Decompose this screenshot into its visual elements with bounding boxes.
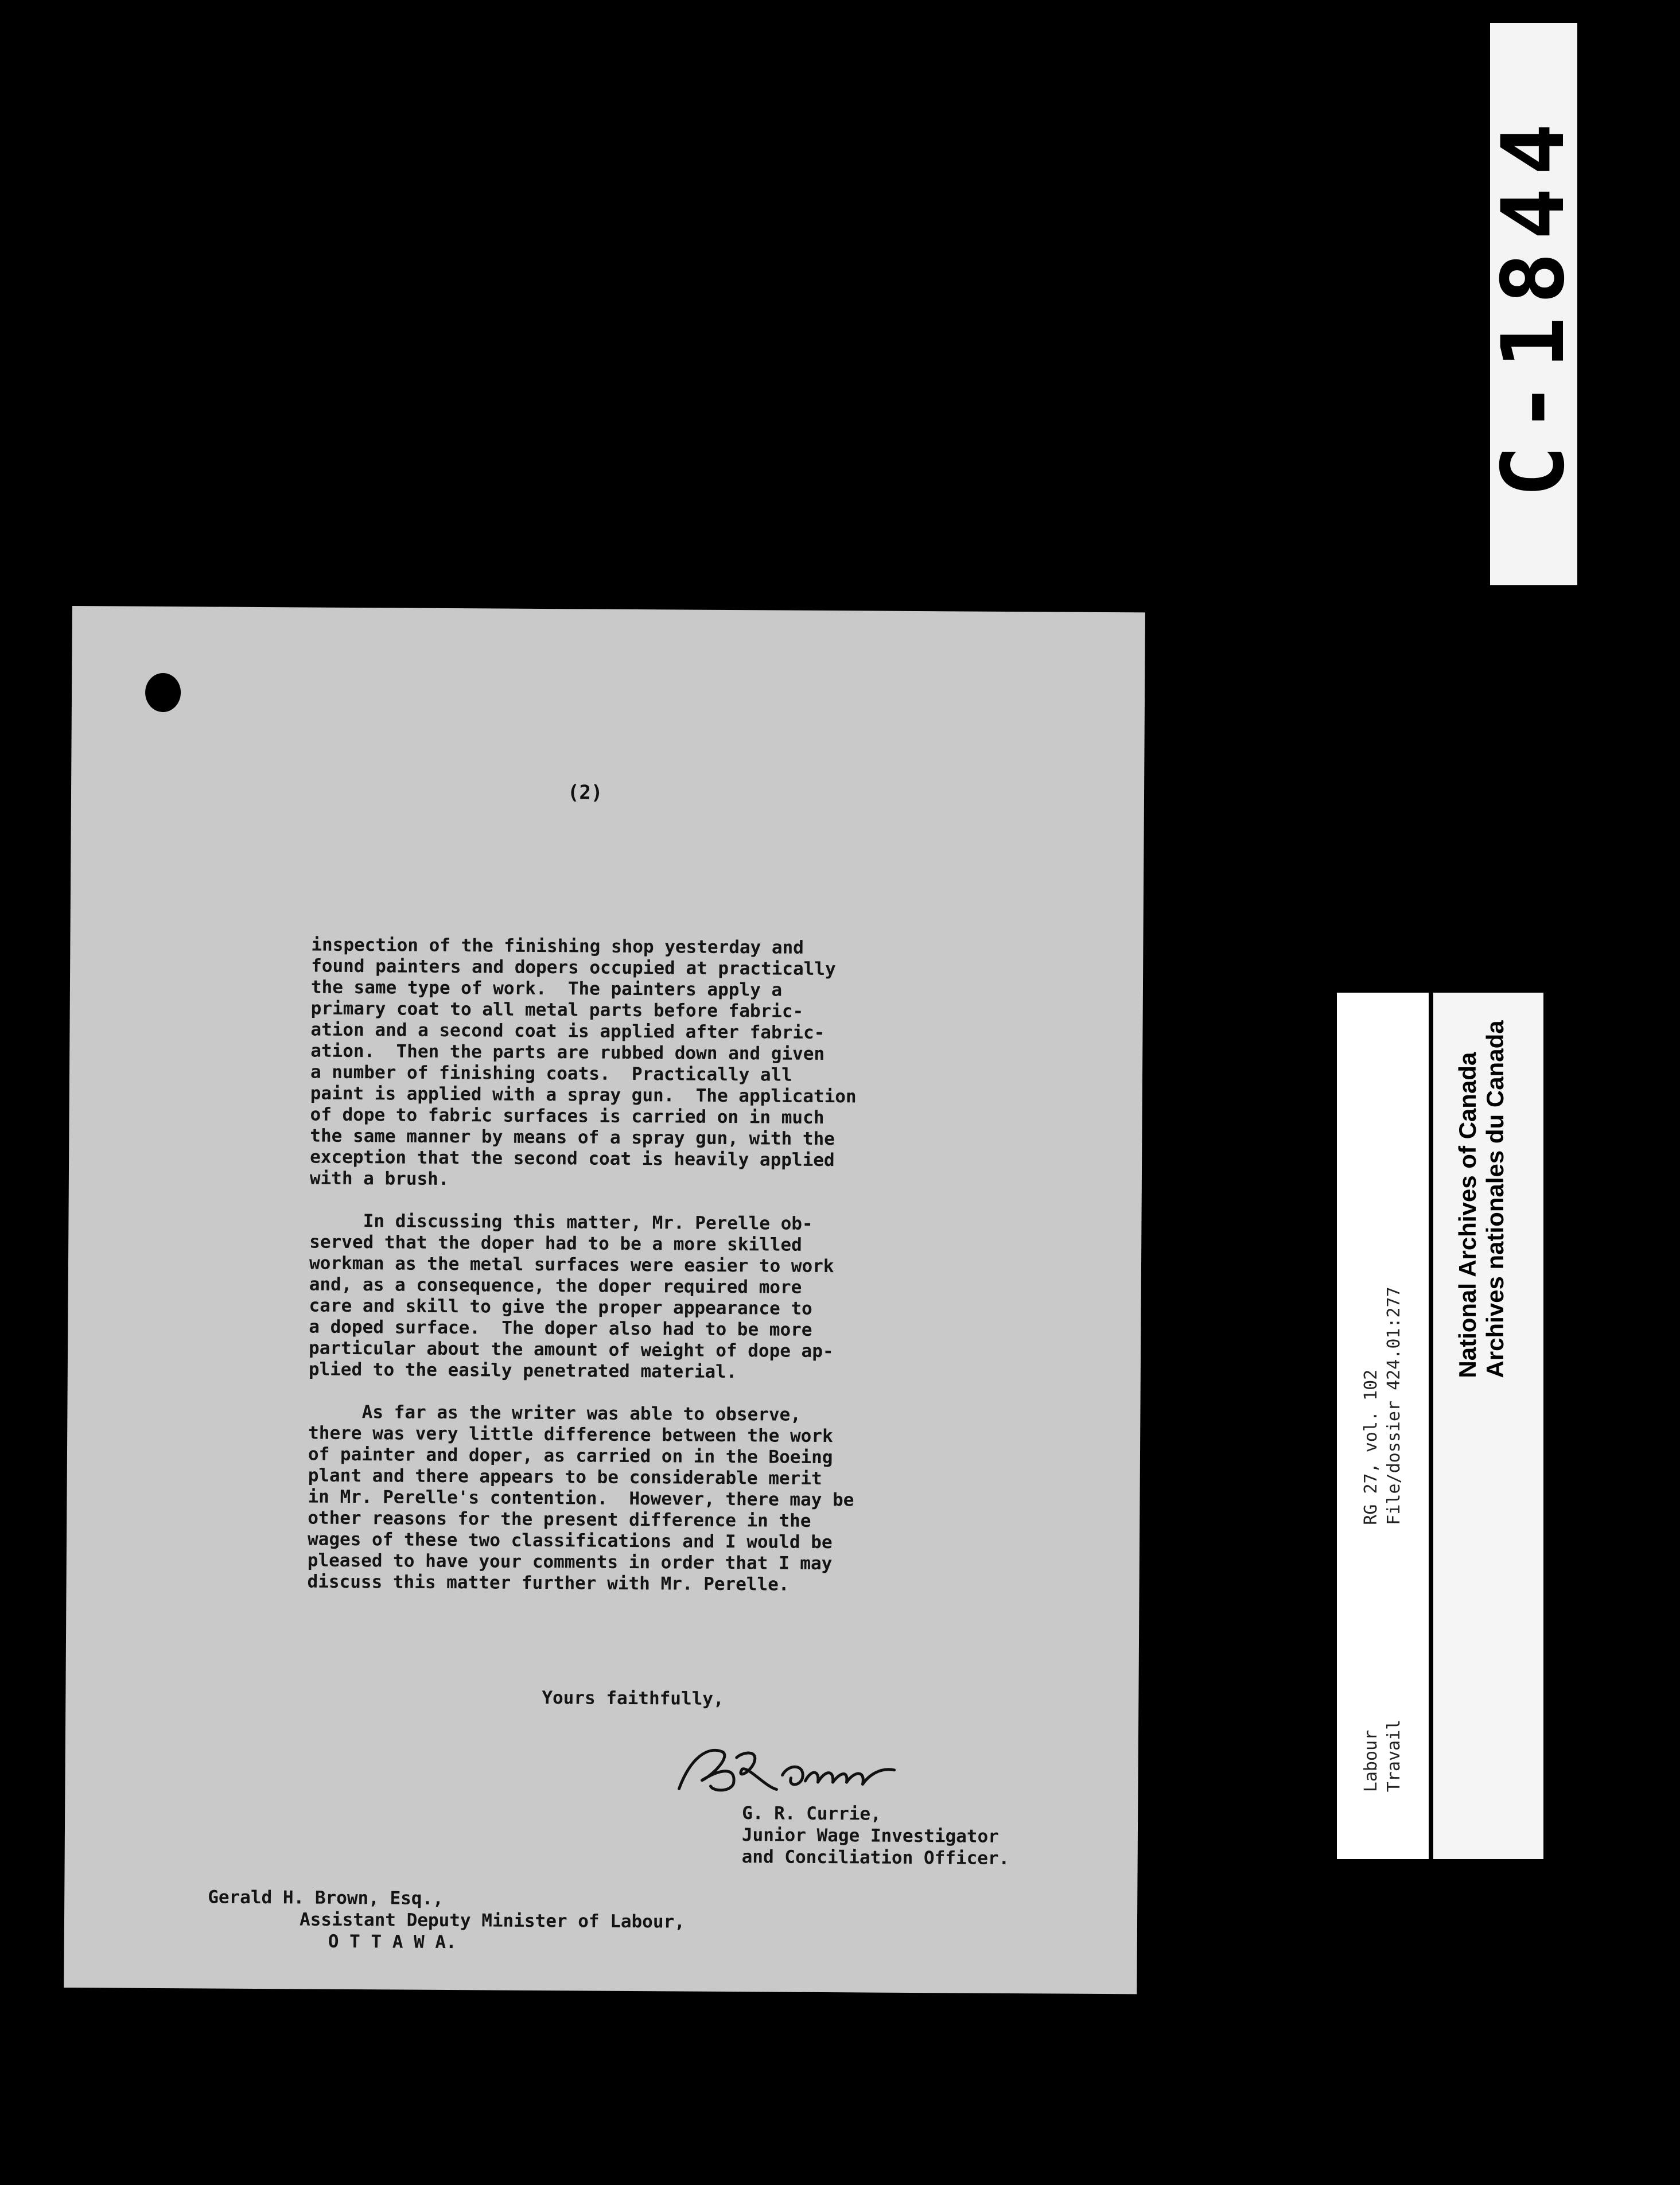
institution-name [1454, 1020, 1509, 1378]
text-line: paint is applied with a spray gun. The application [310, 1083, 857, 1107]
letter-page [64, 606, 1145, 1994]
text-line: other reasons for the present difference in the [308, 1507, 811, 1531]
signatory-title: Junior Wage Investigator [741, 1825, 999, 1847]
text-line: discuss this matter further with Mr. Perelle. [307, 1571, 790, 1595]
text-line: a number of finishing coats. Practically all [310, 1062, 793, 1086]
text-line: the same type of work. The painters apply a [310, 977, 783, 1001]
text-line: plied to the easily penetrated material. [308, 1359, 737, 1383]
text-line: ation. Then the parts are rubbed down and given [310, 1040, 825, 1065]
text-line: plant and there appears to be considerable merit [308, 1465, 822, 1490]
department-en: Labour [1361, 1729, 1381, 1793]
text-line: primary coat to all metal parts before fabric- [310, 998, 804, 1022]
archive-reference [1360, 1286, 1406, 1525]
text-line: particular about the amount of weight of dope ap- [308, 1338, 834, 1362]
addressee-block [208, 1886, 686, 1954]
punch-hole [145, 673, 181, 712]
addressee-city: O T T A W A. [328, 1931, 457, 1953]
text-line: In discussing this matter, Mr. Perelle ob- [309, 1210, 813, 1234]
text-line: care and skill to give the proper appearance to [309, 1295, 812, 1319]
text-line: inspection of the finishing shop yesterday and [311, 934, 804, 958]
text-line: found painters and dopers occupied at practically [311, 955, 836, 980]
page-number: (2) [567, 781, 603, 804]
text-line: there was very little difference between the work [308, 1422, 833, 1447]
text-line: the same manner by means of a spray gun, with the [310, 1125, 835, 1150]
reference-line: File/dossier 424.01:277 [1384, 1286, 1404, 1525]
text-line: pleased to have your comments in order that I may [307, 1550, 833, 1574]
paragraph-2 [309, 1211, 1033, 1385]
text-line: wages of these two classifications and I would be [307, 1529, 833, 1553]
text-line: exception that the second coat is heavily applied [310, 1146, 835, 1171]
text-line: with a brush. [309, 1168, 449, 1190]
reel-number-strip [1484, 23, 1584, 585]
institution-en: National Archives of Canada [1454, 1052, 1481, 1378]
signatory-name: G. R. Currie, [742, 1803, 881, 1825]
archive-label [1337, 993, 1543, 1859]
text-line: and, as a consequence, the doper required more [309, 1274, 802, 1298]
department-fr: Travail [1384, 1719, 1404, 1793]
addressee-title: Assistant Deputy Minister of Labour, [299, 1909, 686, 1933]
institution-fr: Archives nationales du Canada [1481, 1020, 1508, 1378]
text-line: served that the doper had to be a more skilled [309, 1231, 802, 1255]
text-line: of dope to fabric surfaces is carried on in much [310, 1104, 825, 1129]
signatory-title: and Conciliation Officer. [741, 1846, 1010, 1869]
label-reference-band [1337, 993, 1433, 1859]
text-line: workman as the metal surfaces were easier to work [309, 1253, 834, 1277]
reel-number: C-1844 [1484, 111, 1584, 497]
text-line: a doped surface. The doper also had to be more [309, 1316, 812, 1340]
text-line: As far as the writer was able to observe, [308, 1401, 802, 1425]
department [1360, 1720, 1406, 1792]
addressee-name: Gerald H. Brown, Esq., [208, 1887, 444, 1909]
text-line: of painter and doper, as carried on in the Boeing [308, 1444, 833, 1468]
handwritten-signature [667, 1734, 909, 1805]
reference-line: RG 27, vol. 102 [1361, 1369, 1381, 1525]
text-line: ation and a second coat is applied after fabric- [310, 1019, 825, 1044]
signature-block [742, 1802, 1010, 1869]
closing: Yours faithfully, [542, 1688, 724, 1709]
paragraph-3 [308, 1402, 1032, 1597]
paragraph-1 [310, 935, 1035, 1194]
text-line: in Mr. Perelle's contention. However, there may be [308, 1486, 854, 1511]
letter-body [307, 935, 1034, 1619]
